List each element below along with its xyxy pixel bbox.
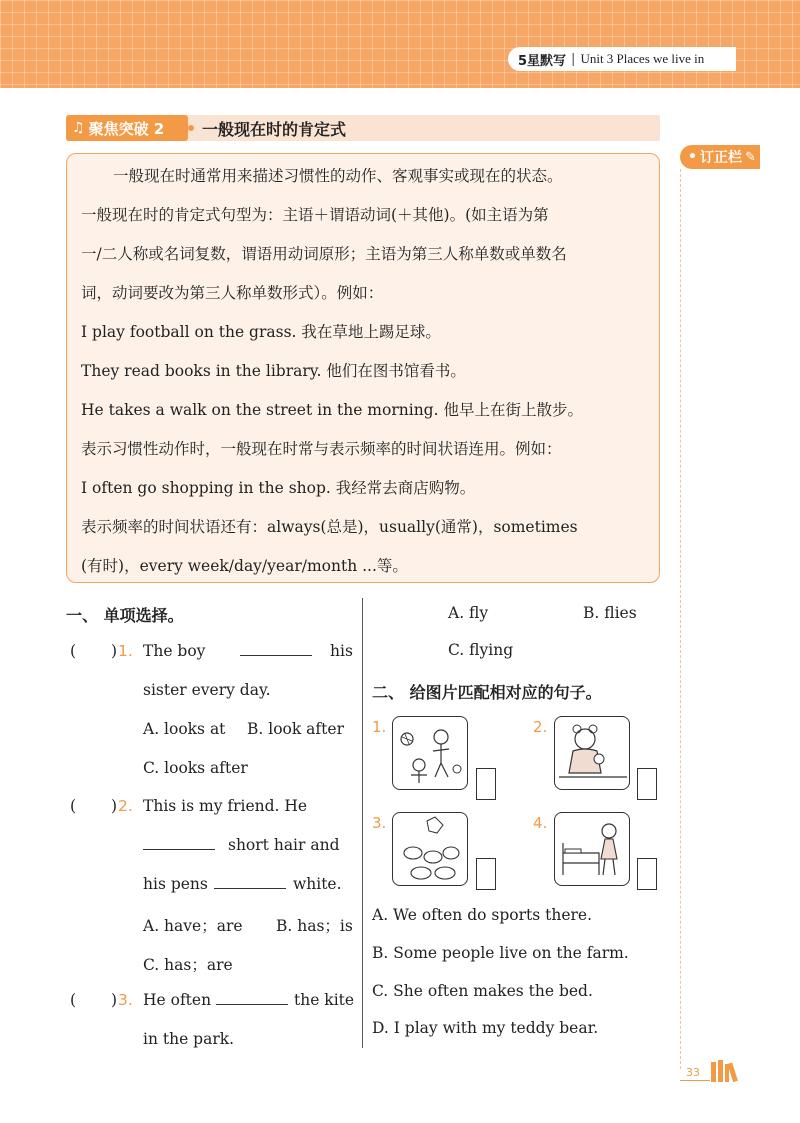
top-banner bbox=[0, 0, 800, 88]
sentence-c: C. She often makes the bed. bbox=[372, 982, 593, 1000]
explanation-line: 一般现在时的肯定式句型为：主语＋谓语动词(＋其他)。(如主语为第 bbox=[81, 206, 549, 224]
question-2-text: short hair and bbox=[228, 836, 340, 854]
question-2-text: This is my friend. He bbox=[143, 797, 308, 815]
explanation-line: 一般现在时通常用来描述习惯性的动作、客观事实或现在的状态。 bbox=[113, 167, 563, 185]
footer-rule bbox=[680, 1080, 710, 1081]
correction-label: 订正栏 bbox=[699, 150, 742, 166]
answer-box[interactable] bbox=[637, 858, 657, 890]
correction-column-line bbox=[680, 169, 681, 1069]
answer-paren-open: ( bbox=[70, 797, 77, 815]
sentence-b: B. Some people live on the farm. bbox=[372, 944, 629, 962]
answer-paren-close: ) bbox=[111, 991, 118, 1009]
option-b[interactable]: B. look after bbox=[247, 720, 344, 738]
question-1-text: sister every day. bbox=[143, 681, 271, 699]
sentence-d: D. I play with my teddy bear. bbox=[372, 1019, 599, 1037]
sentence-a: A. We often do sports there. bbox=[372, 906, 592, 924]
farm-animals-icon bbox=[392, 812, 468, 886]
music-note-icon: ♫ bbox=[72, 120, 85, 136]
kids-playing-ball-icon bbox=[392, 716, 468, 790]
bullet-icon: • bbox=[688, 149, 697, 165]
answer-paren-close: ) bbox=[111, 642, 118, 660]
option-a[interactable]: A. fly bbox=[448, 604, 489, 622]
question-3-number bbox=[118, 991, 133, 1009]
explanation-line: He takes a walk on the street in the morning. 他早上在街上散步。 bbox=[81, 401, 583, 419]
column-divider bbox=[362, 598, 363, 1048]
q1-number: 1. bbox=[118, 642, 133, 660]
q2-number: 2. bbox=[118, 797, 133, 815]
explanation-line: (有时)，every week/day/year/month ...等。 bbox=[81, 557, 408, 575]
part1-title: 一、 单项选择。 bbox=[66, 606, 184, 625]
option-a[interactable]: A. looks at bbox=[143, 720, 226, 738]
header-separator: | bbox=[571, 51, 576, 67]
explanation-line: 表示习惯性动作时，一般现在时常与表示频率的时间状语连用。例如： bbox=[81, 440, 562, 458]
option-b[interactable]: B. flies bbox=[583, 604, 637, 622]
brand-label: 5星默写 bbox=[518, 53, 567, 69]
explanation-line: I often go shopping in the shop. 我经常去商店购物。 bbox=[81, 479, 476, 497]
girl-with-teddy-bear-icon bbox=[554, 716, 630, 790]
explanation-line: 词，动词要改为第三人称单数形式）。例如： bbox=[81, 284, 384, 302]
question-1-number bbox=[118, 642, 133, 660]
answer-box[interactable] bbox=[637, 768, 657, 800]
answer-paren-open: ( bbox=[70, 642, 77, 660]
answer-blank[interactable] bbox=[143, 836, 215, 854]
books-icon bbox=[710, 1058, 740, 1082]
option-c[interactable]: C. looks after bbox=[143, 759, 248, 777]
question-2-text: white. bbox=[293, 875, 342, 893]
picture-3-number: 3. bbox=[372, 814, 387, 832]
option-c[interactable]: C. has；are bbox=[143, 956, 233, 974]
answer-box[interactable] bbox=[476, 858, 496, 890]
question-1-text: The boy bbox=[143, 642, 206, 660]
question-2-number bbox=[118, 797, 133, 815]
question-3-text: in the park. bbox=[143, 1030, 235, 1048]
answer-paren-open: ( bbox=[70, 991, 77, 1009]
explanation-line: I play football on the grass. 我在草地上踢足球。 bbox=[81, 323, 441, 341]
header-tag bbox=[508, 47, 736, 71]
explanation-line: 一/二人称或名词复数，谓语用动词原形；主语为第三人称单数或单数名 bbox=[81, 245, 567, 263]
question-3-text: the kite bbox=[294, 991, 355, 1009]
answer-blank[interactable] bbox=[216, 991, 288, 1009]
picture-1-number: 1. bbox=[372, 718, 387, 736]
correction-tag bbox=[680, 145, 760, 169]
unit-title: Unit 3 Places we live in bbox=[580, 51, 705, 66]
picture-4-number: 4. bbox=[533, 814, 548, 832]
option-b[interactable]: B. has；is bbox=[276, 917, 353, 935]
answer-blank[interactable] bbox=[240, 642, 312, 660]
pencil-icon: ✎ bbox=[744, 149, 756, 165]
option-c[interactable]: C. flying bbox=[448, 641, 514, 659]
page-number: 33 bbox=[686, 1066, 700, 1079]
section-dot bbox=[188, 125, 194, 131]
part2-title: 二、 给图片匹配相对应的句子。 bbox=[372, 683, 602, 702]
section-label bbox=[66, 115, 188, 141]
answer-blank[interactable] bbox=[214, 875, 286, 893]
section-title: 一般现在时的肯定式 bbox=[202, 120, 347, 139]
explanation-line: 表示频率的时间状语还有：always(总是)，usually(通常)，sometimes bbox=[81, 518, 578, 536]
explanation-line: They read books in the library. 他们在图书馆看书。 bbox=[81, 362, 466, 380]
explanation-box bbox=[66, 153, 660, 583]
question-2-text: his pens bbox=[143, 875, 208, 893]
question-1-text: his bbox=[330, 642, 353, 660]
question-3-text: He often bbox=[143, 991, 212, 1009]
option-a[interactable]: A. have；are bbox=[143, 917, 243, 935]
girl-making-bed-icon bbox=[554, 812, 630, 886]
section-label-text: 聚焦突破 2 bbox=[88, 119, 165, 138]
picture-2-number: 2. bbox=[533, 718, 548, 736]
answer-paren-close: ) bbox=[111, 797, 118, 815]
q3-number: 3. bbox=[118, 991, 133, 1009]
answer-box[interactable] bbox=[476, 768, 496, 800]
